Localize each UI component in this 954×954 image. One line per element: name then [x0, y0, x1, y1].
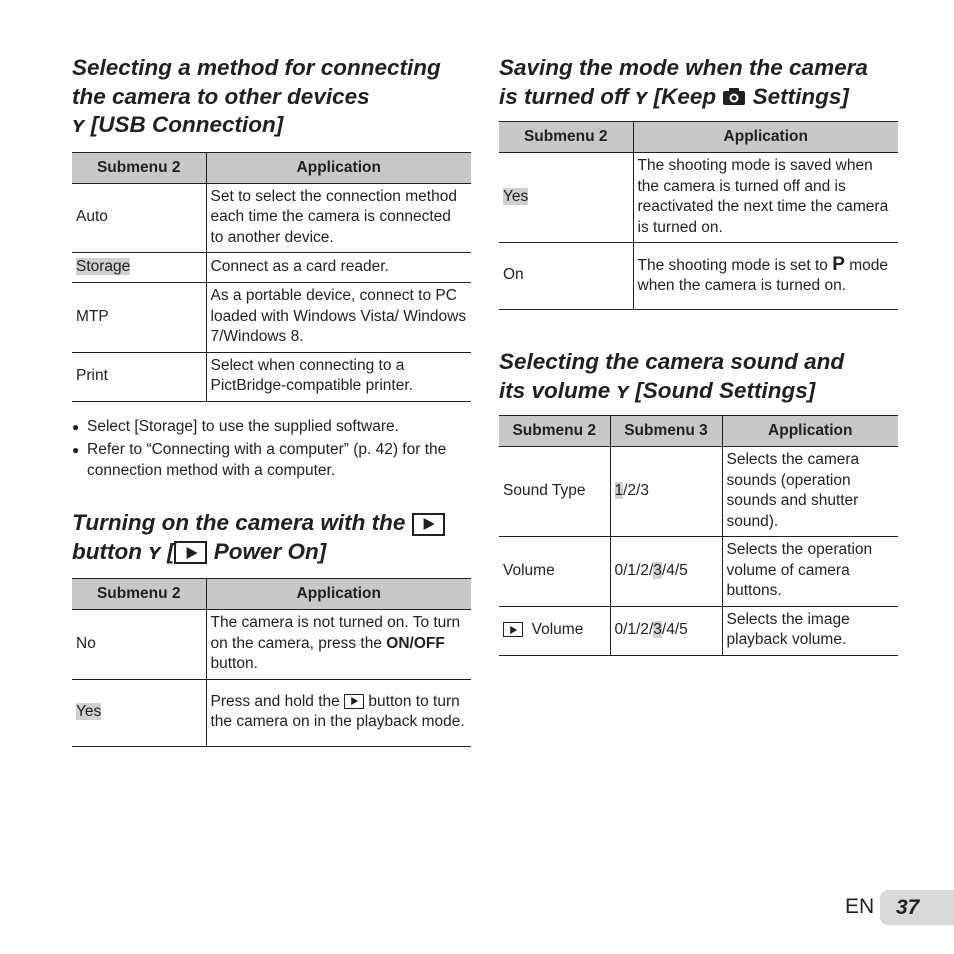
column-header: Submenu 3: [610, 416, 722, 447]
camera-icon: [722, 86, 746, 106]
notes-list: [72, 417, 471, 482]
table-header-row: [72, 579, 471, 610]
column-header: Application: [633, 122, 898, 153]
power-on-table: [72, 578, 471, 747]
playback-button-icon: [344, 694, 364, 709]
keep-settings-table: [499, 121, 898, 310]
bullet-icon: ●: [72, 443, 80, 457]
page-number: 37: [880, 890, 954, 925]
submenu3-cell: 0/1/2/3/4/5: [610, 537, 722, 607]
usb-connection-heading: [72, 54, 471, 140]
default-value-highlight: 3: [653, 561, 662, 579]
submenu3-cell: 0/1/2/3/4/5: [610, 606, 722, 655]
default-value-highlight: Storage: [76, 257, 131, 275]
table-row: [72, 253, 471, 283]
submenu-cell: Auto: [72, 183, 206, 253]
default-value-highlight: 1: [614, 481, 624, 499]
table-row: [499, 243, 898, 310]
submenu3-cell: 1/2/3: [610, 447, 722, 537]
list-item: ● Refer to “Connecting with a computer” (p. 42) for the connection method with a computer.: [72, 441, 447, 479]
usb-heading-line2: the camera to other devices: [72, 83, 370, 109]
application-cell: Set to select the connection method each time the camera is connected to another device.: [206, 183, 471, 253]
on-off-button-label: ON/OFF: [386, 634, 445, 652]
default-value-highlight: Yes: [503, 187, 529, 205]
submenu2-cell: Volume: [499, 606, 610, 655]
table-row: [499, 447, 898, 537]
submenu-cell: No: [72, 610, 206, 680]
playback-button-icon: [174, 541, 207, 564]
arrow-icon: ʏ: [148, 538, 161, 564]
arrow-icon: ʏ: [616, 377, 630, 403]
application-cell: Press and hold the button to turn the camera on in the playback mode.: [206, 679, 471, 746]
table-row: [72, 183, 471, 253]
program-mode-icon: P: [832, 253, 845, 275]
power-heading-line1: Turning on the camera with the: [72, 510, 406, 535]
column-header: Submenu 2: [499, 416, 610, 447]
column-header: Submenu 2: [499, 122, 633, 153]
table-row: [499, 606, 898, 655]
arrow-icon: ʏ: [72, 112, 85, 137]
submenu2-cell: Sound Type: [499, 447, 610, 537]
application-cell: Selects the operation volume of camera buttons.: [722, 537, 898, 607]
right-column: [499, 54, 898, 656]
table-row: [499, 153, 898, 243]
application-cell: The shooting mode is set to P mode when the camera is turned on.: [633, 243, 898, 310]
table-row: [72, 352, 471, 401]
application-cell: The shooting mode is saved when the camera is turned off and is reactivated the next time the camera is turned on.: [633, 153, 898, 243]
column-header: Submenu 2: [72, 579, 206, 610]
column-header: Application: [206, 152, 471, 183]
submenu-cell: MTP: [72, 283, 206, 353]
sound-settings-heading: Selecting the camera sound and its volume ʏ [Sound Settings]: [499, 349, 845, 403]
playback-icon: [503, 622, 523, 637]
table-header-row: [72, 152, 471, 183]
application-cell: Select when connecting to a PictBridge-compatible printer.: [206, 352, 471, 401]
table-row: [72, 679, 471, 746]
table-row: [72, 283, 471, 353]
arrow-icon: ʏ: [634, 83, 648, 109]
sound-settings-table: [499, 415, 898, 656]
submenu2-cell: Volume: [499, 537, 610, 607]
table-header-row: [499, 122, 898, 153]
left-column: [72, 54, 471, 747]
default-value-highlight: Yes: [76, 702, 102, 720]
submenu-cell: [72, 253, 206, 283]
playback-button-icon: [412, 513, 445, 536]
submenu-cell: [499, 153, 633, 243]
submenu-cell: On: [499, 243, 633, 310]
bullet-icon: ●: [72, 419, 80, 434]
usb-connection-table: [72, 152, 471, 402]
usb-heading-line1: Selecting a method for connecting: [72, 55, 441, 80]
list-item: ● Select [Storage] to use the supplied software.: [72, 417, 471, 438]
application-cell: The camera is not turned on. To turn on the camera, press the ON/OFF button.: [206, 610, 471, 680]
default-value-highlight: 3: [653, 620, 662, 638]
column-header: Application: [722, 416, 898, 447]
submenu-cell: Print: [72, 352, 206, 401]
table-row: [499, 537, 898, 607]
language-label: EN: [845, 895, 875, 918]
column-header: Submenu 2: [72, 152, 206, 183]
table-header-row: [499, 416, 898, 447]
application-cell: Selects the camera sounds (operation sounds and shutter sound).: [722, 447, 898, 537]
application-cell: Selects the image playback volume.: [722, 606, 898, 655]
application-cell: Connect as a card reader.: [206, 253, 471, 283]
application-cell: As a portable device, connect to PC loaded with Windows Vista/ Windows 7/Windows 8.: [206, 283, 471, 353]
usb-heading-line3: [USB Connection]: [90, 112, 284, 137]
power-on-heading: Turning on the camera with the button ʏ [ Power On]: [72, 509, 471, 566]
submenu-cell: [72, 679, 206, 746]
table-row: [72, 610, 471, 680]
keep-settings-heading: Saving the mode when the camera is turned off ʏ [Keep Settings]: [499, 55, 868, 109]
column-header: Application: [206, 579, 471, 610]
